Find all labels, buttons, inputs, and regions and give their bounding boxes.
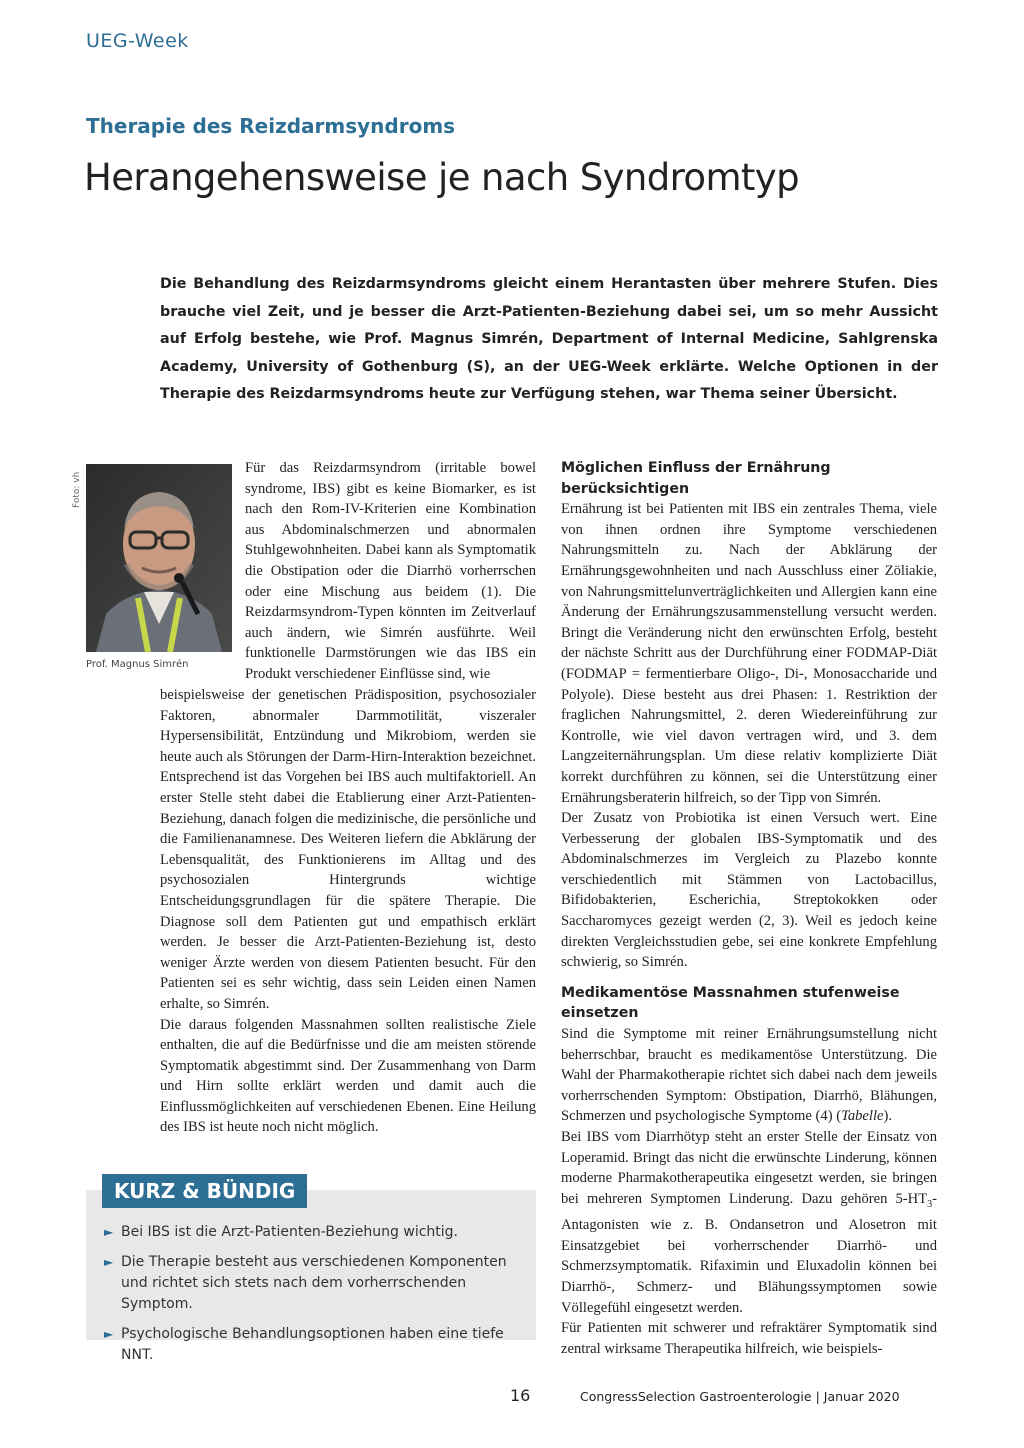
body-paragraph: Für Patienten mit schwerer und refraktärer Symptomatik sind zentral wirksame Therapeutika hilfreich, wie beispiels- (561, 1320, 937, 1357)
left-column-bottom (160, 685, 536, 1138)
article-kicker: Therapie des Reizdarmsyndroms (86, 114, 456, 138)
summary-item: ► Die Therapie besteht aus verschiedenen Komponenten und richtet sich stets nach dem vorherrschenden Symptom. (104, 1254, 507, 1312)
article-title: Herangehensweise je nach Syndromtyp (84, 156, 799, 199)
arrow-bullet-icon: ► (104, 1327, 114, 1341)
body-paragraph: Für das Reizdarmsyndrom (irritable bowel syndrome, IBS) gibt es keine Biomarker, es ist nach den Rom-IV-Kriterien eine Kombination aus Abdominalschmerzen und abnormalen Stuhlgewohnheiten. Dabei kann als Symptomatik die Obstipation oder die Diarrhö vorherrschen oder eine Mischung aus beidem (1). Die Reizdarmsyndrom-Typen könnten im Zeitverlauf auch ändern, wie Simrén ausführte. Weil funktionelle Darmstörungen wie das IBS ein Produkt verschiedener Einflüsse sind, wie (245, 460, 536, 682)
right-column (561, 458, 937, 1359)
photo-credit: Foto: vh (72, 471, 82, 508)
arrow-bullet-icon: ► (104, 1255, 114, 1269)
body-paragraph: Bei IBS vom Diarrhötyp steht an erster Stelle der Einsatz von Loperamid. Bringt das nicht die erwünschte Linderung, können moderne Pharmakotherapeutika eingesetzt werden, sie bringen bei mehreren Symptomen Linderung. Dazu gehören $5-HT_3$-Antagonisten wie z. B. Ondansetron und Alosetron mit Einsatzgebiet bei vorherrschender Diarrhö- und Schmerzsymptomatik. Rifaximin und Eluxadolin können bei Diarrhö-, Schmerz- und Blähungssymptomen sowie Völlegefühl eingesetzt werden. (561, 1129, 937, 1316)
summary-item: ► Psychologische Behandlungsoptionen haben eine tiefe NNT. (104, 1326, 504, 1363)
page-number: 16 (510, 1386, 531, 1405)
photo-caption: Prof. Magnus Simrén (86, 659, 189, 670)
arrow-bullet-icon: ► (104, 1225, 114, 1239)
table-reference: Tabelle (841, 1108, 884, 1125)
left-column-top (245, 458, 536, 685)
article-lead: Die Behandlung des Reizdarmsyndroms gleicht einem Herantasten über mehrere Stufen. Dies brauche viel Zeit, und je besser die Arzt-Patienten-Beziehung dabei sei, um so mehr Aussicht auf Erfolg bestehe, wie Prof. Magnus Simrén, Department of Internal Medicine, Sahlgrenska Academy, University of Gothenburg (S), an der UEG-Week erklärte. Welche Optionen in der Therapie des Reizdarmsyndroms heute zur Verfügung stehen, war Thema seiner Übersicht. (160, 276, 938, 403)
body-paragraph: Sind die Symptome mit reiner Ernährungsumstellung nicht beherrschbar, braucht es medikamentöse Unterstützung. Die Wahl der Pharmakotherapie richtet sich dabei nach dem jeweils vorherrschenden Symptom: Obstipation, Diarrhö, Blähungen, Schmerzen und psychologische Symptome (4) (Tabelle). (561, 1026, 937, 1125)
subheading: Medikamentöse Massnahmen stufenweise einsetzen (561, 984, 900, 1022)
body-paragraph: beispielsweise der genetischen Prädisposition, psychosozialer Faktoren, abnormaler Darmmotilität, viszeraler Hypersensibilität, Entzündung und Mikrobiom, werden sie heute auch als Störungen der Darm-Hirn-Interaktion bezeichnet. Entsprechend ist das Vorgehen bei IBS auch multifaktoriell. An erster Stelle steht dabei die Etablierung einer Arzt-Patienten-Beziehung, danach folgen die medizinische, die persönliche und die Familienanamnese. Des Weiteren liefern die Abklärung der Lebensqualität, des Funktionierens im Alltag und des psychosozialen Hintergrunds wichtige Entscheidungsgrundlagen für die spätere Therapie. Die Diagnose soll dem Patienten gut und empathisch erklärt werden. Je besser die Arzt-Patienten-Beziehung ist, desto weniger Ärzte werden von diesem Patienten besucht. Für den Patienten sei es sehr wichtig, dass sein Leiden einen Namen erhalte, so Simrén. (160, 687, 536, 1012)
section-label: UEG-Week (86, 30, 189, 52)
body-paragraph: Der Zusatz von Probiotika ist einen Versuch wert. Eine Verbesserung der globalen IBS-Symptomatik und des Abdominalschmerzes im Vergleich zu Plazebo konnte verschiedentlich mit Stämmen von Lactobacillus, Bifidobakterien, Escherichia, Streptokokken oder Saccharomyces gezeigt werden (2, 3). Weil es jedoch keine direkten Vergleichsstudien gebe, sei eine konkrete Empfehlung schwierig, so Simrén. (561, 810, 937, 971)
speaker-photo (86, 464, 232, 652)
publication-footer: CongressSelection Gastroenterologie | Januar 2020 (580, 1389, 900, 1404)
summary-item: ► Bei IBS ist die Arzt-Patienten-Beziehung wichtig. (104, 1222, 528, 1243)
body-paragraph: Die daraus folgenden Massnahmen sollten realistische Ziele enthalten, die auf die Bedürfnisse und die am meisten störende Symptomatik abgestimmt sind. Der Zusammenhang von Darm und Hirn sollte erklärt werden und damit auch die Einflussmöglichkeiten auf verschiedenen Ebenen. Eine Heilung des IBS ist heute noch nicht möglich. (160, 1016, 536, 1136)
summary-title: KURZ & BÜNDIG (102, 1174, 307, 1208)
subheading: Möglichen Einfluss der Ernährung berücksichtigen (561, 460, 831, 497)
summary-list (104, 1222, 528, 1375)
body-paragraph: Ernährung ist bei Patienten mit IBS ein zentrales Thema, viele von ihnen ordnen ihre Symptome verschiedenen Nahrungsmitteln zu. Nach der Abklärung der Ernährungsgewohnheiten und nach Ausschluss einer Zöliakie, von Nahrungsmittelunverträglichkeiten und Allergien kann eine Änderung der Ernährungszusammenstellung versucht werden. Bringt die Veränderung nicht den erwünschten Erfolg, besteht der nächste Schritt aus der Durchführung einer FODMAP-Diät (FODMAP = fermentierbare Oligo-, Di-, Monosaccharide und Polyole). Diese besteht aus drei Phasen: 1. Restriktion der fraglichen Nahrungsmittel, 2. deren Wiedereinführung zur Kontrolle, wie viel davon vertragen wird, und 3. dem Langzeiternährungsplan. Um diese relativ komplizierte Diät korrekt durchführen zu können, sei die Unterstützung einer Ernährungsberaterin hilfreich, so der Tipp von Simrén. (561, 501, 937, 806)
